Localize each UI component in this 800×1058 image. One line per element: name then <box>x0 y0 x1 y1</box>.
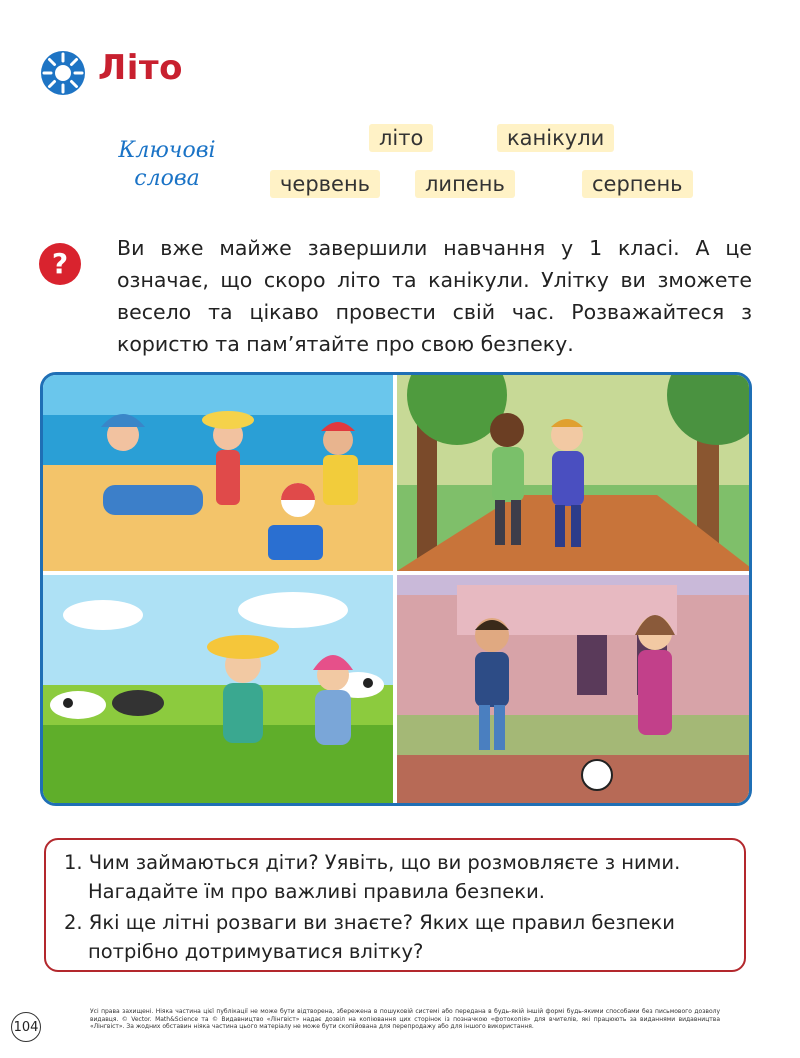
page-title: Літо <box>98 48 183 88</box>
keywords-heading-line1: Ключові <box>118 138 216 163</box>
picnic-scene <box>43 575 393 806</box>
svg-text:?: ? <box>51 247 69 280</box>
question-1-line1: 1. Чим займаються діти? Уявіть, що ви розмовляєте з ними. <box>64 851 681 874</box>
intro-paragraph: Ви вже майже завершили навчання у 1 класі. А це означає, що скоро літо та канікули. Улітку ви зможете весело та цікаво провести свій час. Розважайтеся з користю та пам’ятайте про свою безпеку. <box>117 236 752 356</box>
park-walk-scene <box>397 375 752 571</box>
sun-icon <box>40 50 86 96</box>
copyright-notice: Усі права захищені. Ніяка частина цієї публікації не може бути відтворена, збережена в пошуковій системі або передана в будь-якій іншій формі будь-якими способами без письмового дозволу видавця. © Vector. Math&Science та © Видавництво «Лінгвіст» надає дозвіл на копіювання цих сторінок із позначкою «фотокопія» для вчителів, які працюють за виданнями видавництва «Лінгвіст». За жодних обставин ніяка частина цього матеріалу не може бути скопійована для перепродажу або для іншого використання. <box>90 1008 720 1031</box>
keywords-heading-line2: слова <box>134 166 200 191</box>
question-mark-icon <box>38 242 82 286</box>
keyword-chip: червень <box>270 170 380 198</box>
football-scene <box>397 575 752 806</box>
beach-scene <box>43 375 393 571</box>
keyword-chip: липень <box>415 170 515 198</box>
keyword-chip: літо <box>369 124 433 152</box>
keyword-chip: канікули <box>497 124 614 152</box>
keyword-chip: серпень <box>582 170 693 198</box>
page-number: 104 <box>11 1012 41 1042</box>
question-2-line1: 2. Які ще літні розваги ви знаєте? Яких ще правил безпеки <box>64 911 675 934</box>
illustration-panel <box>40 372 752 806</box>
question-2-line2: потрібно дотримуватися влітку? <box>88 940 424 963</box>
question-1-line2: Нагадайте їм про важливі правила безпеки. <box>88 880 545 903</box>
